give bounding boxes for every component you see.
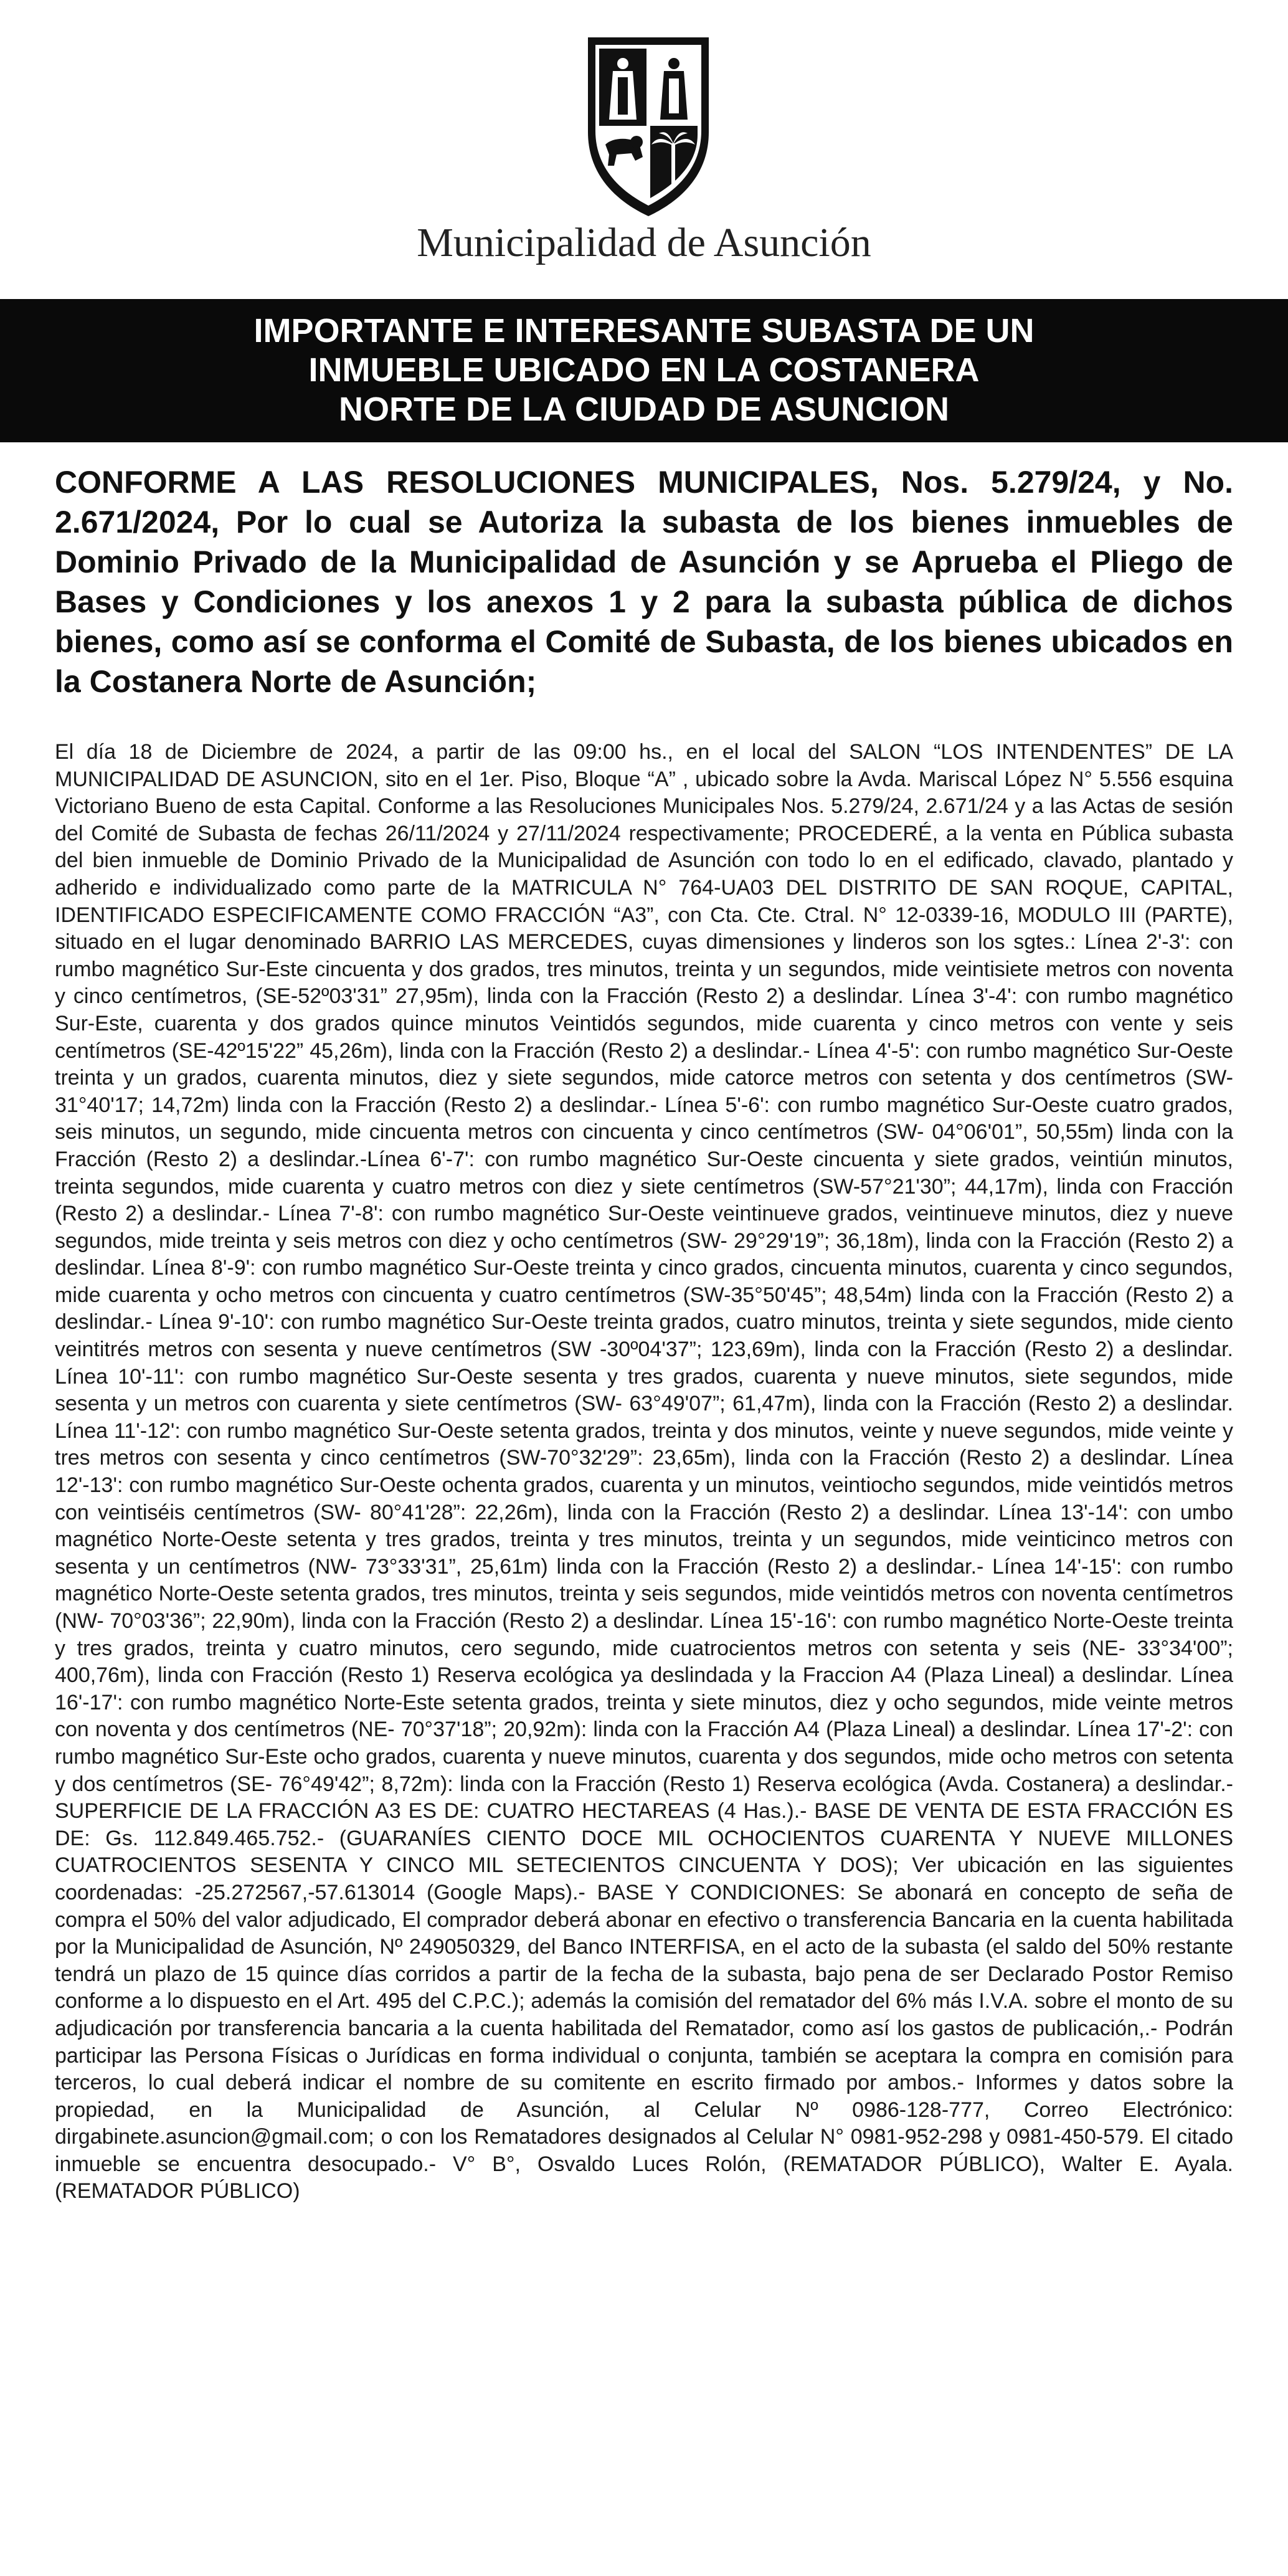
headline-line-3: NORTE DE LA CIUDAD DE ASUNCION — [338, 391, 949, 428]
headline-line-2: INMUEBLE UBICADO EN LA COSTANERA — [308, 351, 980, 389]
headline-banner — [0, 299, 1288, 442]
city-coat-of-arms-icon — [582, 32, 715, 219]
headline-line-1: IMPORTANTE E INTERESANTE SUBASTA DE UN — [253, 312, 1035, 349]
lead-paragraph: CONFORME A LAS RESOLUCIONES MUNICIPALES, Nos. 5.279/24, y No. 2.671/2024, Por lo cual se Autoriza la subasta de los bienes inmuebles de Dominio Privado de la Municipalidad de Asunción y se Aprueba el Pliego de Bases y Condiciones y los anexos 1 y 2 para la subasta pública de dichos bienes, como así se conforma el Comité de Subasta, de los bienes ubicados en la Costanera Norte de Asunción; — [55, 465, 1233, 699]
organization-name: Municipalidad de Asunción — [417, 220, 871, 265]
body-paragraph: El día 18 de Diciembre de 2024, a partir de las 09:00 hs., en el local del SALON “LOS INTENDENTES” DE LA MUNICIPALIDAD DE ASUNCION, sito en el 1er. Piso, Bloque “A” , ubicado sobre la Avda. Mariscal López N° 5.556 esquina Victoriano Bueno de esta Capital. Conforme a las Resoluciones Municipales Nos. 5.279/24, 2.671/24 y a las Actas de sesión del Comité de Subasta de fechas 26/11/2024 y 27/11/2024 respectivamente; PROCEDERÉ, a la venta en Pública subasta del bien inmueble de Dominio Privado de la Municipalidad de Asunción con todo lo en el edificado, clavado, plantado y adherido e individualizado como parte de la MATRICULA N° 764-UA03 DEL DISTRITO DE SAN ROQUE, CAPITAL, IDENTIFICADO ESPECIFICAMENTE COMO FRACCIÓN “A3”, con Cta. Cte. Ctral. N° 12-0339-16, MODULO III (PARTE), situado en el lugar denominado BARRIO LAS MERCEDES, cuyas dimensiones y linderos son los sgtes.: Línea 2'-3': con rumbo magnético Sur-Este cincuenta y dos grados, tres minutos, treinta y un segundos, mide veintisiete metros con noventa y cinco centímetros, (SE-52º03'31” 27,95m), linda con la Fracción (Resto 2) a deslindar. Línea 3'-4': con rumbo magnético Sur-Este, cuarenta y dos grados quince minutos Veintidós segundos, mide cuarenta y cinco metros con vente y seis centímetros (SE-42º15'22” 45,26m), linda con la Fracción (Resto 2) a deslindar.- Línea 4'-5': con rumbo magnético Sur-Oeste treinta y un grados, cuarenta minutos, diez y siete segundos, mide catorce metros con setenta y dos centímetros (SW-31°40'17; 14,72m) linda con la Fracción (Resto 2) a deslindar.- Línea 5'-6': con rumbo magnético Sur-Oeste cuatro grados, seis minutos, un segundo, mide cincuenta metros con cincuenta y cinco centímetros (SW- 04°06'01”, 50,55m) linda con la Fracción (Resto 2) a deslindar.-Línea 6'-7': con rumbo magnético Sur-Oeste cincuenta y siete grados, veintiún minutos, treinta segundos, mide cuarenta y cuatro metros con diez y siete centímetros (SW-57°21'30”; 44,17m), linda con Fracción (Resto 2) a deslindar.- Línea 7'-8': con rumbo magnético Sur-Oeste veintinueve grados, veintinueve minutos, diez y nueve segundos, mide treinta y seis metros con diez y ocho centímetros (SW- 29°29'19”; 36,18m), linda con la Fracción (Resto 2) a deslindar. Línea 8'-9': con rumbo magnético Sur-Oeste treinta y cinco grados, cincuenta minutos, cuarenta y cinco segundos, mide cuarenta y ocho metros con cincuenta y cuatro centímetros (SW-35°50'45”; 48,54m) linda con la Fracción (Resto 2) a deslindar.- Línea 9'-10': con rumbo magnético Sur-Oeste treinta grados, cuatro minutos, treinta y siete segundos, mide ciento veintitrés metros con sesenta y nueve centímetros (SW -30º04'37”; 123,69m), linda con la Fracción (Resto 2) a deslindar. Línea 10'-11': con rumbo magnético Sur-Oeste sesenta y tres grados, cuarenta y nueve minutos, siete segundos, mide sesenta y un metros con cuarenta y siete centímetros (SW- 63°49'07”; 61,47m), linda con la Fracción (Resto 2) a deslindar. Línea 11'-12': con rumbo magnético Sur-Oeste setenta grados, treinta y dos minutos, veinte y nueve segundos, mide veinte y tres metros con sesenta y cinco centímetros (SW-70°32'29”: 23,65m), linda con la Fracción (Resto 2) a deslindar. Línea 12'-13': con rumbo magnético Sur-Oeste ochenta grados, cuarenta y un minutos, veintiocho segundos, mide veintidós metros con veintiséis centímetros (SW- 80°41'28”: 22,26m), linda con la Fracción (Resto 2) a deslindar. Línea 13'-14': con umbo magnético Norte-Oeste setenta y tres grados, treinta y tres minutos, treinta y un segundos, mide veinticinco metros con sesenta y un centímetros (NW- 73°33'31”, 25,61m) linda con la Fracción (Resto 2) a deslindar.- Línea 14'-15': con rumbo magnético Norte-Oeste setenta grados, tres minutos, treinta y seis segundos, mide veintidós metros con noventa centímetros (NW- 70°03'36”; 22,90m), linda con la Fracción (Resto 2) a deslindar. Línea 15'-16': con rumbo magnético Norte-Oeste treinta y tres grados, treinta y cuatro minutos, cero segundo, mide cuatrocientos metros con setenta y seis (NE- 33°34'00”; 400,76m), linda con Fracción (Resto 1) Reserva ecológica ya deslindada y la Fraccion A4 (Plaza Lineal) a deslindar. Línea 16'-17': con rumbo magnético Norte-Este setenta grados, treinta y siete minutos, diez y ocho segundos, mide veinte metros con noventa y dos centímetros (NE- 70°37'18”; 20,92m): linda con la Fracción A4 (Plaza Lineal) a deslindar. Línea 17'-2': con rumbo magnético Sur-Este ocho grados, cuarenta y nueve minutos, cuarenta y dos segundos, mide ocho metros con setenta y dos centímetros (SE- 76°49'42”; 8,72m): linda con la Fracción (Resto 1) Reserva ecológica (Avda. Costanera) a deslindar.- SUPERFICIE DE LA FRACCIÓN A3 ES DE: CUATRO HECTAREAS (4 Has.).- BASE DE VENTA DE ESTA FRACCIÓN ES DE: Gs. 112.849.465.752.- (GUARANÍES CIENTO DOCE MIL OCHOCIENTOS CUARENTA Y NUEVE MILLONES CUATROCIENTOS SESENTA Y CINCO MIL SETECIENTOS CINCUENTA Y DOS); Ver ubicación en las siguientes coordenadas: -25.272567,-57.613014 (Google Maps).- BASE Y CONDICIONES: Se abonará en concepto de seña de compra el 50% del valor adjudicado, El comprador deberá abonar en efectivo o transferencia Bancaria en la cuenta habilitada por la Municipalidad de Asunción, Nº 249050329, del Banco INTERFISA, en el acto de la subasta (el saldo del 50% restante tendrá un plazo de 15 quince días corridos a partir de la fecha de la subasta, bajo pena de ser Declarado Postor Remiso conforme a lo dispuesto en el Art. 495 del C.P.C.); además la comisión del rematador del 6% más I.V.A. sobre el monto de su adjudicación por transferencia bancaria a la cuenta habilitada del Rematador, como así los gastos de publicación,.- Podrán participar las Persona Físicas o Jurídicas en forma individual o conjunta, también se aceptara la compra en comisión para terceros, lo cual deberá indicar el nombre de su comitente en escrito firmado por ambos.- Informes y datos sobre la propiedad, en la Municipalidad de Asunción, al Celular Nº 0986-128-777, Correo Electrónico: dirgabinete.asuncion@gmail.com; o con los Rematadores designados al Celular N° 0981-952-298 y 0981-450-579. El citado inmueble se encuentra desocupado.- V° B°, Osvaldo Luces Rolón, (REMATADOR PÚBLICO), Walter E. Ayala. (REMATADOR PÚBLICO) — [55, 740, 1233, 2203]
